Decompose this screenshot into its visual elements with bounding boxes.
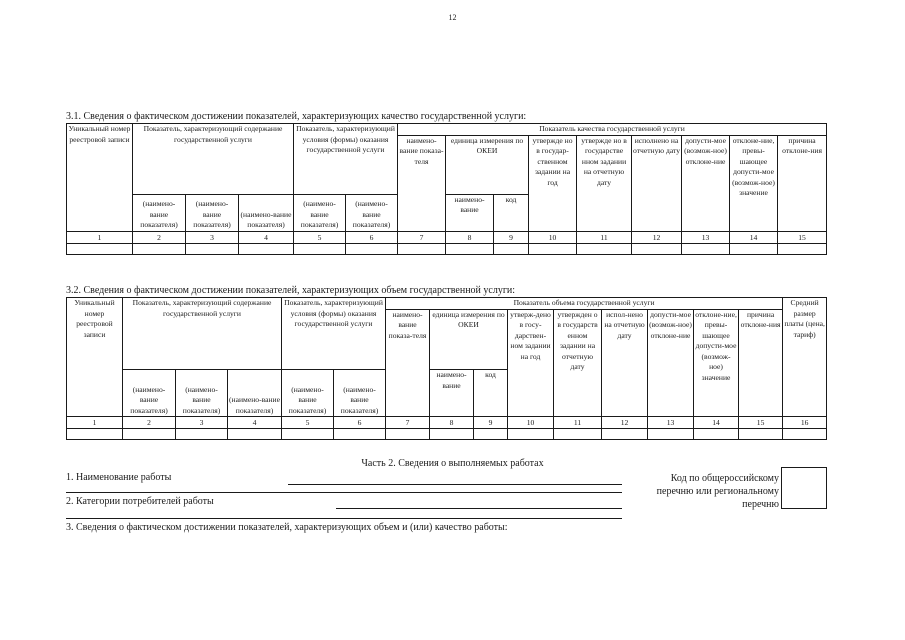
col-number: 6 xyxy=(334,417,386,429)
col-number: 14 xyxy=(694,417,739,429)
col-number: 10 xyxy=(529,231,577,243)
col-number: 13 xyxy=(648,417,694,429)
col-number: 8 xyxy=(446,231,494,243)
col-number: 4 xyxy=(228,417,282,429)
page-number: 12 xyxy=(448,13,457,22)
work-name-field-line-2[interactable] xyxy=(66,492,622,493)
col-number: 10 xyxy=(508,417,554,429)
col-number: 11 xyxy=(554,417,602,429)
deviation-reason-header: причина отклоне-ния xyxy=(778,135,827,231)
code-box[interactable] xyxy=(781,467,827,509)
content-group-header: Показатель, характеризующий содержание государственной услуги xyxy=(123,298,282,370)
col-number: 13 xyxy=(682,231,730,243)
conditions-subheader: (наимено-вание показателя) xyxy=(346,194,398,231)
col-number: 9 xyxy=(494,231,529,243)
approved-date-header: утвержден о в государств енном задании на отчетную дату xyxy=(554,309,602,417)
excess-deviation-header: отклоне-ние, превы-шающее допусти-мое (возмож-ное) значение xyxy=(694,309,739,417)
col-number: 16 xyxy=(783,417,827,429)
col-number: 11 xyxy=(577,231,632,243)
unit-code-header: код xyxy=(474,370,508,417)
table-row xyxy=(67,429,827,440)
approved-date-header: утвержде но в государстве нном задании на отчетную дату xyxy=(577,135,632,231)
unit-name-header: наимено-вание xyxy=(430,370,474,417)
volume-group-header: Показатель объема государственной услуги xyxy=(386,298,783,310)
col-number: 5 xyxy=(294,231,346,243)
section-3-work-label: 3. Сведения о фактическом достижении показателей, характеризующих объем и (или) качество работы: xyxy=(66,522,508,533)
column-numbers-row xyxy=(67,231,827,243)
section-3-1-title: 3.1. Сведения о фактическом достижении показателей, характеризующих качество государственной услуги: xyxy=(66,111,527,122)
table-row xyxy=(67,243,827,254)
conditions-group-header: Показатель, характеризующий условия (формы) оказания государственной услуги xyxy=(282,298,386,370)
col-number: 2 xyxy=(123,417,176,429)
unit-header: единица измерения по ОКЕИ xyxy=(430,309,508,370)
section-3-2-title: 3.2. Сведения о фактическом достижении показателей, характеризующих объем государственной услуги: xyxy=(66,285,516,296)
column-numbers-row xyxy=(67,417,827,429)
registry-header: Уникальный номер реестровой записи xyxy=(67,298,123,417)
indicator-name-header: наимено-вание показа-теля xyxy=(386,309,430,417)
col-number: 3 xyxy=(186,231,239,243)
code-label: Код по общероссийскому перечню или региональному перечню xyxy=(656,473,779,510)
unit-header: единица измерения по ОКЕИ xyxy=(446,135,529,194)
content-subheader: (наимено-вание показателя) xyxy=(239,194,294,231)
consumers-field[interactable] xyxy=(336,508,622,509)
col-number: 15 xyxy=(739,417,783,429)
allowed-deviation-header: допусти-мое (возмож-ное) отклоне-ние xyxy=(648,309,694,417)
allowed-deviation-header: допусти-мое (возмож-ное) отклоне-ние xyxy=(682,135,730,231)
col-number: 2 xyxy=(133,231,186,243)
unit-code-header: код xyxy=(494,194,529,231)
approved-year-header: утверж-дено в госу-дарствен-ном задании на год xyxy=(508,309,554,417)
approved-year-header: утвержде но в государ-ственном задании на год xyxy=(529,135,577,231)
registry-header: Уникальный номер реестровой записи xyxy=(67,124,133,232)
col-number: 8 xyxy=(430,417,474,429)
col-number: 6 xyxy=(346,231,398,243)
col-number: 12 xyxy=(632,231,682,243)
content-subheader: (наимено-вание показателя) xyxy=(133,194,186,231)
conditions-subheader: (наимено-вание показателя) xyxy=(334,370,386,417)
part-2-title: Часть 2. Сведения о выполняемых работах xyxy=(361,458,544,469)
content-subheader: (наимено-вание показателя) xyxy=(176,370,228,417)
col-number: 4 xyxy=(239,231,294,243)
content-subheader: (наимено-вание показателя) xyxy=(186,194,239,231)
content-subheader: (наимено-вание показателя) xyxy=(123,370,176,417)
executed-header: исполнено на отчетную дату xyxy=(632,135,682,231)
consumers-label: 2. Категории потребителей работы xyxy=(66,496,214,507)
avg-fee-header: Средний размер платы (цена, тариф) xyxy=(783,298,827,417)
col-number: 5 xyxy=(282,417,334,429)
content-group-header: Показатель, характеризующий содержание государственной услуги xyxy=(133,124,294,195)
col-number: 1 xyxy=(67,231,133,243)
work-name-label: 1. Наименование работы xyxy=(66,472,172,483)
col-number: 1 xyxy=(67,417,123,429)
col-number: 7 xyxy=(398,231,446,243)
quality-table xyxy=(66,123,827,255)
col-number: 9 xyxy=(474,417,508,429)
volume-table xyxy=(66,297,827,440)
excess-deviation-header: отклоне-ние, превы-шающее допусти-мое (возмож-ное) значение xyxy=(730,135,778,231)
conditions-group-header: Показатель, характеризующий условия (формы) оказания государственной услуги xyxy=(294,124,398,195)
deviation-reason-header: причина отклоне-ния xyxy=(739,309,783,417)
conditions-subheader: (наимено-вание показателя) xyxy=(282,370,334,417)
work-name-field[interactable] xyxy=(288,484,622,485)
content-subheader: (наимено-вание показателя) xyxy=(228,370,282,417)
indicator-name-header: наимено-вание показа-теля xyxy=(398,135,446,231)
col-number: 15 xyxy=(778,231,827,243)
col-number: 3 xyxy=(176,417,228,429)
col-number: 14 xyxy=(730,231,778,243)
executed-header: испол-нено на отчетную дату xyxy=(602,309,648,417)
unit-name-header: наимено-вание xyxy=(446,194,494,231)
quality-group-header: Показатель качества государственной услуги xyxy=(398,124,827,136)
col-number: 7 xyxy=(386,417,430,429)
conditions-subheader: (наимено-вание показателя) xyxy=(294,194,346,231)
consumers-field-line-2[interactable] xyxy=(66,518,622,519)
col-number: 12 xyxy=(602,417,648,429)
